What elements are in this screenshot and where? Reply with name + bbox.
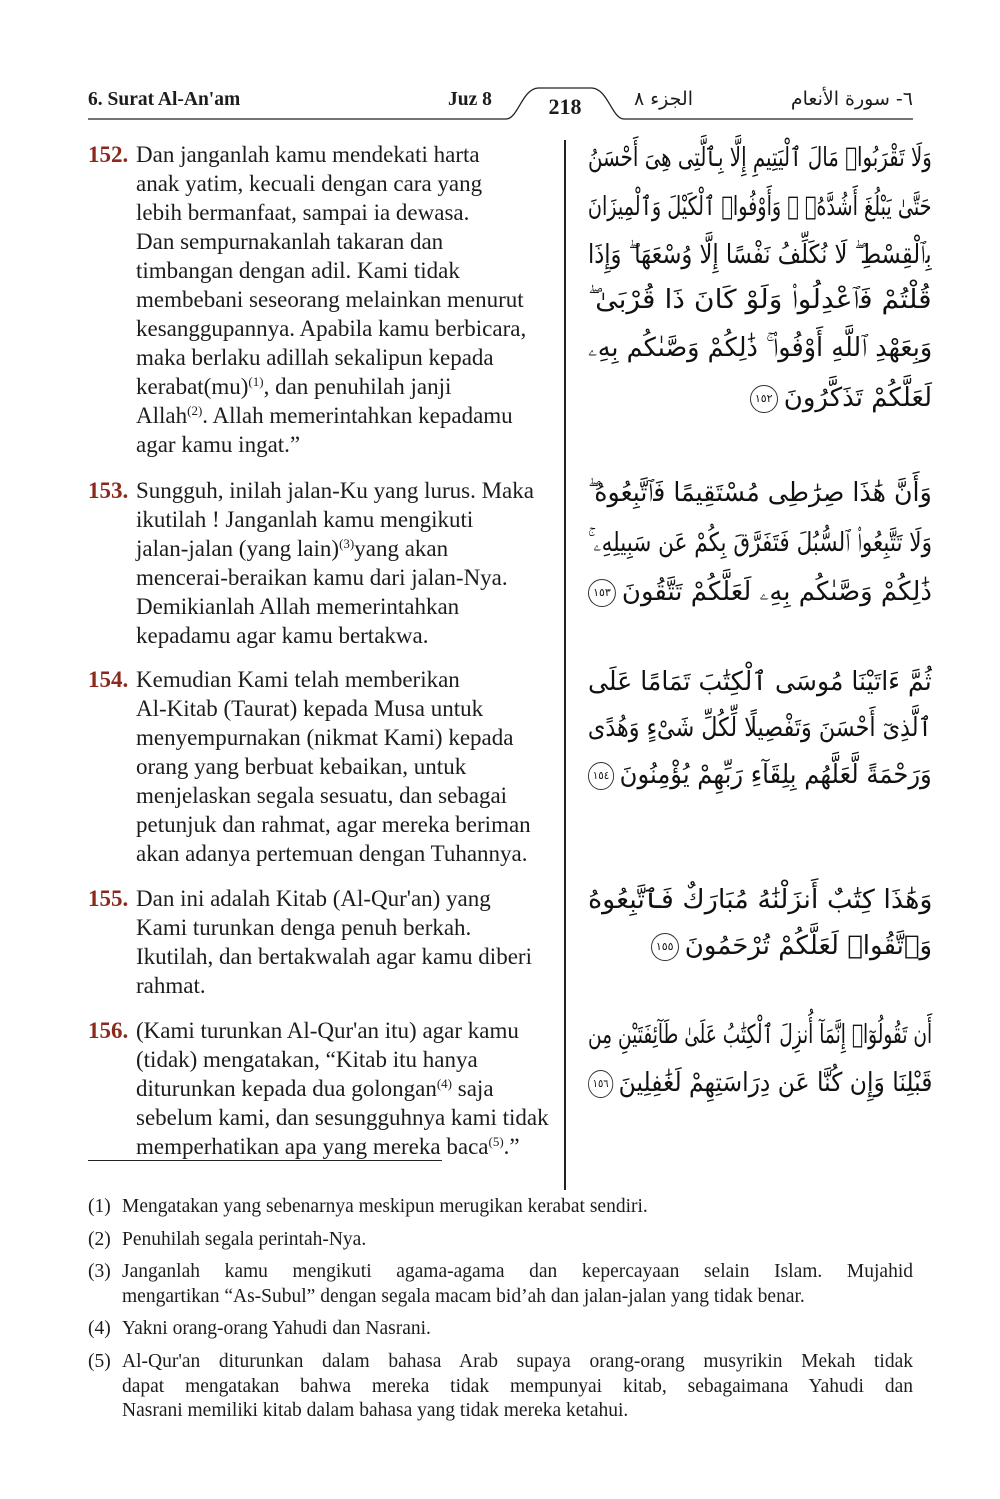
translation-line-text: maka berlaku adillah sekalipun kepada — [136, 345, 494, 370]
translation-segment: , dan penuhilah janji — [263, 374, 452, 399]
translation-line-text: (tidak) mengatakan, “Kitab itu hanya — [136, 1047, 478, 1072]
arabic-line — [588, 706, 932, 750]
translation-line-text: Demikianlah Allah memerintahkan — [136, 594, 460, 619]
translation-line — [136, 1132, 558, 1161]
footnote-marker: (5) — [88, 1351, 111, 1372]
footnote-line: Penuhilah segala perintah-Nya. — [122, 1229, 367, 1250]
arabic-line — [588, 471, 932, 515]
translation-line — [136, 314, 558, 343]
footnote-marker: (1) — [88, 1196, 111, 1217]
translation-line-text: Ikutilah, dan bertakwalah agar kamu diberi — [136, 944, 532, 969]
footnote-reference: (5) — [488, 1134, 504, 1149]
footnote-text — [122, 1260, 913, 1309]
translation-segment: diturunkan kepada dua golongan — [136, 1076, 437, 1101]
surah-title-arabic: ٦- سورة الأنعام — [790, 88, 913, 110]
arabic-line-text — [588, 660, 932, 704]
translation-line — [136, 430, 558, 459]
translation-line-text: Dan sempurnakanlah takaran dan — [136, 229, 444, 254]
arabic-text: وَلَا تَقْرَبُوا۟ مَالَ ٱلْيَتِيمِ إِلَّا بِٱلَّتِى هِىَ أَحْسَنُ — [588, 143, 932, 173]
translation-line-text: akan adanya pertemuan dengan Tuhannya. — [136, 841, 528, 866]
translation-line — [136, 227, 558, 256]
verse-154-translation — [88, 665, 558, 868]
footnote-line: dapat mengatakan bahwa mereka tidak mempunyai kitab, sebagaimana Yahudi dan — [122, 1375, 913, 1397]
arabic-line — [588, 570, 932, 614]
arabic-text: وَلَا تَتَّبِعُوا۟ ٱلسُّبُلَ فَتَفَرَّقَ بِكُمْ عَن سَبِيلِهِۦ ۚ — [588, 528, 932, 558]
arabic-line — [588, 136, 932, 180]
arabic-line-text — [588, 185, 932, 229]
arabic-line — [588, 521, 932, 565]
translation-line-text: membebani seseorang melainkan menurut — [136, 287, 524, 312]
translation-line-text: agar kamu ingat.” — [136, 432, 301, 457]
translation-line — [136, 285, 558, 314]
translation-line-text: menyempurnakan (nikmat Kami) kepada — [136, 725, 514, 750]
arabic-line-text — [750, 376, 932, 420]
translation-line — [136, 1103, 558, 1132]
verse-number: 155. — [88, 886, 129, 911]
translation-segment: saja — [452, 1076, 494, 1101]
translation-line — [136, 781, 558, 810]
translation-line-text — [136, 372, 451, 401]
translation-line — [136, 621, 558, 650]
arabic-line — [588, 1061, 932, 1105]
footnote-5 — [88, 1350, 913, 1424]
verse-155-translation — [88, 884, 558, 1000]
translation-line — [136, 372, 558, 401]
translation-line — [136, 592, 558, 621]
arabic-text: وَبِعَهْدِ ٱللَّهِ أَوْفُوا۟ ۚ ذَٰلِكُمْ وَصَّىٰكُم بِهِۦ — [587, 333, 932, 363]
translation-line — [136, 1074, 558, 1103]
arabic-line — [588, 660, 932, 704]
footnote-text — [122, 1228, 913, 1253]
arabic-text: وَٱتَّقُوا۟ لَعَلَّكُمْ تُرْحَمُونَ — [684, 931, 932, 961]
footnote-1 — [88, 1195, 913, 1220]
footnote-text — [122, 1350, 913, 1424]
footnote-reference: (4) — [436, 1076, 453, 1091]
translation-line-text: anak yatim, kecuali dengan cara yang — [136, 171, 483, 196]
footnote-marker: (2) — [88, 1229, 111, 1250]
translation-line — [136, 505, 558, 534]
translation-line-text: ikutilah ! Janganlah kamu mengikuti — [136, 507, 474, 532]
translation-line-text: Kemudian Kami telah memberikan — [136, 667, 460, 692]
arabic-line-text — [588, 233, 932, 277]
footnote-text — [122, 1195, 913, 1220]
arabic-line-text — [588, 521, 932, 565]
verse-number: 153. — [88, 478, 129, 503]
surah-title-latin: 6. Surat Al-An'am — [88, 89, 241, 110]
arabic-line — [588, 185, 932, 229]
translation-line-text: Dan ini adalah Kitab (Al-Qur'an) yang — [136, 886, 491, 911]
ayah-end-marker: ١٥٢ — [750, 385, 778, 413]
translation-line — [136, 723, 558, 752]
arabic-text: وَأَنَّ هَٰذَا صِرَٰطِى مُسْتَقِيمًا فَٱتَّبِعُوهُ ۖ — [588, 478, 932, 508]
translation-text — [136, 884, 558, 1000]
arabic-text: قَبْلِنَا وَإِن كُنَّا عَن دِرَاسَتِهِمْ لَغَٰفِلِينَ — [618, 1068, 932, 1098]
translation-line-text — [136, 401, 513, 430]
translation-line-text: menjelaskan segala sesuatu, dan sebagai — [136, 783, 508, 808]
translation-line-text: lebih bermanfaat, sampai ia dewasa. — [136, 200, 470, 225]
footnote-reference: (1) — [248, 374, 264, 389]
translation-line-text: kepadamu agar kamu bertakwa. — [136, 623, 429, 648]
translation-line-text: rahmat. — [136, 973, 206, 998]
translation-line — [136, 476, 558, 505]
arabic-line — [588, 753, 932, 797]
arabic-text: ذَٰلِكُمْ وَصَّىٰكُم بِهِۦ لَعَلَّكُمْ تَتَّقُونَ — [621, 577, 932, 607]
translation-line-text: Kami turunkan denga penuh berkah. — [136, 915, 472, 940]
footnote-3 — [88, 1260, 913, 1309]
arabic-text: وَرَحْمَةً لَّعَلَّهُم بِلِقَآءِ رَبِّهِمْ يُؤْمِنُونَ — [619, 760, 932, 790]
footnote-line: Janganlah kamu mengikuti agama-agama dan kepercayaan selain Islam. Mujahid — [122, 1261, 913, 1282]
translation-line — [136, 534, 558, 563]
juz-label-arabic: الجزء ٨ — [633, 88, 693, 110]
footnote-text — [122, 1317, 913, 1342]
juz-label-latin: Juz 8 — [448, 89, 492, 110]
footnote-line: Al-Qur'an diturunkan dalam bahasa Arab supaya orang-orang musyrikin Mekah tidak — [122, 1351, 913, 1372]
translation-line — [136, 810, 558, 839]
translation-line-text: orang yang berbuat kebaikan, untuk — [136, 754, 467, 779]
arabic-text: حَتَّىٰ يَبْلُغَ أَشُدَّهُۥ ۖ وَأَوْفُوا۟ ٱلْكَيْلَ وَٱلْمِيزَانَ — [588, 192, 932, 222]
verse-number: 154. — [88, 667, 129, 692]
page-number: 218 — [548, 94, 582, 119]
translation-segment: memperhatikan apa yang mereka baca — [136, 1134, 489, 1159]
arabic-line — [588, 233, 932, 277]
arabic-line-text — [588, 753, 932, 797]
translation-line-text: Dan janganlah kamu mendekati harta — [136, 142, 480, 167]
arabic-line — [588, 878, 932, 922]
arabic-line-text — [588, 1013, 932, 1057]
translation-segment: . Allah memerintahkan kepadamu — [202, 403, 513, 428]
translation-line-text: timbangan dengan adil. Kami tidak — [136, 258, 460, 283]
arabic-line-text — [588, 570, 932, 614]
translation-text — [136, 476, 558, 650]
footnote-line: Nasrani memiliki kitab dalam bahasa yang tidak mereka ketahui. — [122, 1400, 629, 1421]
verse-number: 156. — [88, 1018, 129, 1043]
arabic-text: ٱلَّذِىٓ أَحْسَنَ وَتَفْصِيلًا لِّكُلِّ شَىْءٍ وَهُدًى — [588, 713, 932, 743]
footnote-reference: (2) — [187, 403, 203, 418]
arabic-line-text — [588, 1061, 932, 1105]
arabic-line-text — [588, 706, 932, 750]
translation-segment: Allah — [136, 403, 188, 428]
ayah-end-marker: ١٥٣ — [588, 579, 616, 607]
arabic-text: وَهَٰذَا كِتَٰبٌ أَنزَلْنَٰهُ مُبَارَكٌ فَٱتَّبِعُوهُ — [587, 885, 932, 915]
translation-line — [136, 884, 558, 913]
translation-line — [136, 839, 558, 868]
arabic-text: ثُمَّ ءَاتَيْنَا مُوسَى ٱلْكِتَٰبَ تَمَامًا عَلَى — [588, 667, 932, 697]
translation-line-text: (Kami turunkan Al-Qur'an itu) agar kamu — [136, 1018, 519, 1043]
translation-line-text — [136, 534, 448, 563]
arabic-line — [588, 924, 932, 968]
ayah-end-marker: ١٥٦ — [588, 1070, 613, 1098]
verse-153-translation — [88, 476, 558, 650]
footnote-line: Mengatakan yang sebenarnya meskipun merugikan kerabat sendiri. — [122, 1196, 648, 1217]
translation-line-text: kesanggupannya. Apabila kamu berbicara, — [136, 316, 527, 341]
arabic-line-text — [588, 278, 932, 322]
arabic-line-text — [588, 471, 932, 515]
translation-line — [136, 694, 558, 723]
footnote-line: Yakni orang-orang Yahudi dan Nasrani. — [122, 1318, 431, 1339]
translation-line — [136, 256, 558, 285]
arabic-line-text — [651, 924, 932, 968]
ayah-end-marker: ١٥٥ — [651, 933, 679, 961]
footnote-marker: (3) — [88, 1261, 111, 1282]
arabic-text: لَعَلَّكُمْ تَذَكَّرُونَ — [783, 383, 932, 413]
translation-line — [136, 752, 558, 781]
ayah-end-marker: ١٥٤ — [588, 762, 614, 790]
translation-text — [136, 665, 558, 868]
translation-line-text: sebelum kami, dan sesungguhnya kami tidak — [136, 1105, 549, 1130]
translation-line-text: mencerai-beraikan kamu dari jalan-Nya. — [136, 565, 508, 590]
verse-number: 152. — [88, 142, 129, 167]
arabic-line — [588, 278, 932, 322]
translation-line — [136, 665, 558, 694]
translation-segment: kerabat(mu) — [136, 374, 249, 399]
translation-line-text — [136, 1074, 494, 1103]
translation-line-text: Al-Kitab (Taurat) kepada Musa untuk — [136, 696, 484, 721]
translation-line — [136, 401, 558, 430]
arabic-line — [588, 326, 932, 370]
translation-segment: yang akan — [354, 536, 449, 561]
translation-line-text: petunjuk dan rahmat, agar mereka beriman — [136, 812, 531, 837]
arabic-text: أَن تَقُولُوٓا۟ إِنَّمَآ أُنزِلَ ٱلْكِتَٰبُ عَلَىٰ طَآئِفَتَيْنِ مِن — [587, 1020, 932, 1050]
translation-segment: .” — [503, 1134, 520, 1159]
translation-line — [136, 913, 558, 942]
translation-line-text — [136, 1132, 520, 1161]
footnote-marker: (4) — [88, 1318, 111, 1339]
arabic-text: قُلْتُمْ فَٱعْدِلُوا۟ وَلَوْ كَانَ ذَا قُرْبَىٰ ۖ — [588, 285, 932, 315]
footnote-2 — [88, 1228, 913, 1253]
arabic-line — [588, 1013, 932, 1057]
arabic-line-text — [588, 326, 932, 370]
footnote-4 — [88, 1317, 913, 1342]
translation-line — [136, 942, 558, 971]
arabic-line — [588, 376, 932, 420]
translation-segment: jalan-jalan (yang lain) — [136, 536, 340, 561]
translation-line — [136, 563, 558, 592]
translation-line — [136, 343, 558, 372]
arabic-line-text — [588, 136, 932, 180]
arabic-line-text — [587, 878, 932, 922]
footnote-line: mengartikan “As-Subul” dengan segala macam bid’ah dan jalan-jalan yang tidak benar. — [122, 1285, 805, 1307]
footnote-reference: (3) — [339, 536, 355, 551]
arabic-text: بِٱلْقِسْطِ ۖ لَا نُكَلِّفُ نَفْسًا إِلَّا وُسْعَهَا ۖ وَإِذَا — [588, 240, 932, 270]
translation-line — [136, 971, 558, 1000]
translation-line-text: Sungguh, inilah jalan-Ku yang lurus. Maka — [136, 478, 534, 503]
